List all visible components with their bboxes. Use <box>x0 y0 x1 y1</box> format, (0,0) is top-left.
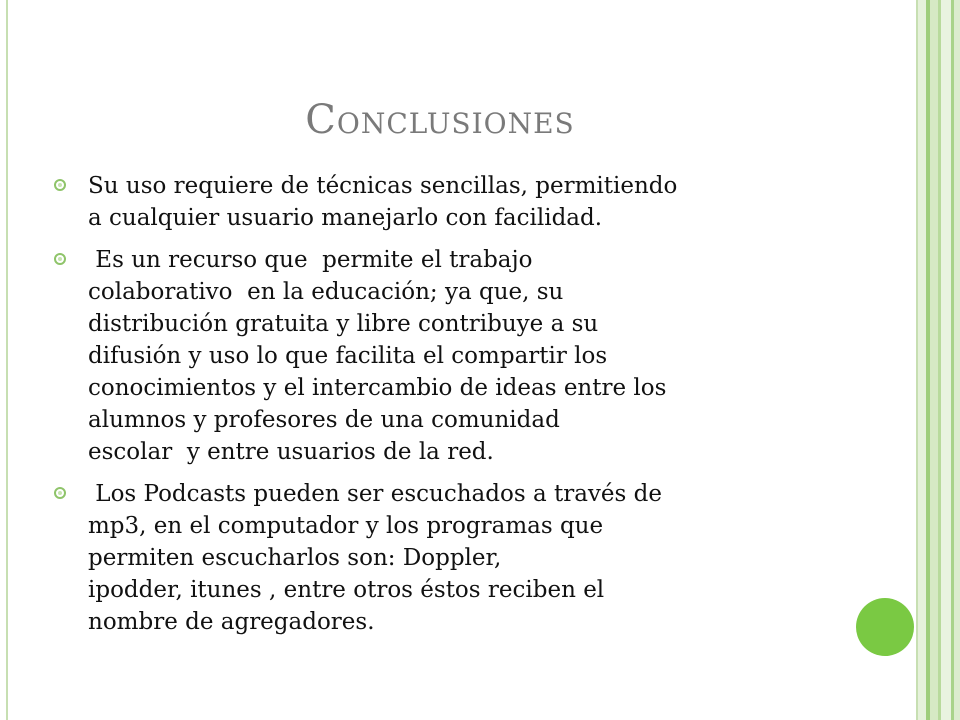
bullet-text <box>88 478 854 638</box>
text-line: alumnos y profesores de una comunidad <box>88 407 560 433</box>
bullet-circle-icon <box>54 487 66 499</box>
bullet-text <box>88 244 854 468</box>
text-line: distribución gratuita y libre contribuye a su <box>88 311 599 337</box>
decorative-side-stripes <box>918 0 960 720</box>
text-line: nombre de agregadores. <box>88 609 375 635</box>
text-line: Su uso requiere de técnicas sencillas, permitiendo <box>88 173 678 199</box>
bullet-circle-icon <box>54 253 66 265</box>
bullet-item <box>54 478 854 638</box>
bullet-list <box>54 170 854 648</box>
bullet-item <box>54 244 854 468</box>
stripe <box>930 0 938 720</box>
text-line: difusión y uso lo que facilita el compartir los <box>88 343 608 369</box>
stripe <box>954 0 960 720</box>
bullet-text <box>88 170 854 234</box>
text-line: ipodder, itunes , entre otros éstos reciben el <box>88 577 605 603</box>
text-line: mp3, en el computador y los programas que <box>88 513 604 539</box>
text-line: escolar y entre usuarios de la red. <box>88 439 494 465</box>
text-line: permiten escucharlos son: Doppler, <box>88 545 502 571</box>
text-line: colaborativo en la educación; ya que, su <box>88 279 564 305</box>
text-line: conocimientos y el intercambio de ideas entre los <box>88 375 667 401</box>
stripe <box>941 0 951 720</box>
slide-title: Conclusiones <box>305 97 575 143</box>
text-line: Es un recurso que permite el trabajo <box>88 247 533 273</box>
bullet-item <box>54 170 854 234</box>
bullet-circle-icon <box>54 179 66 191</box>
decorative-green-circle <box>856 598 914 656</box>
text-line: a cualquier usuario manejarlo con facilidad. <box>88 205 603 231</box>
text-line: Los Podcasts pueden ser escuchados a través de <box>88 481 662 507</box>
stripe <box>918 0 926 720</box>
